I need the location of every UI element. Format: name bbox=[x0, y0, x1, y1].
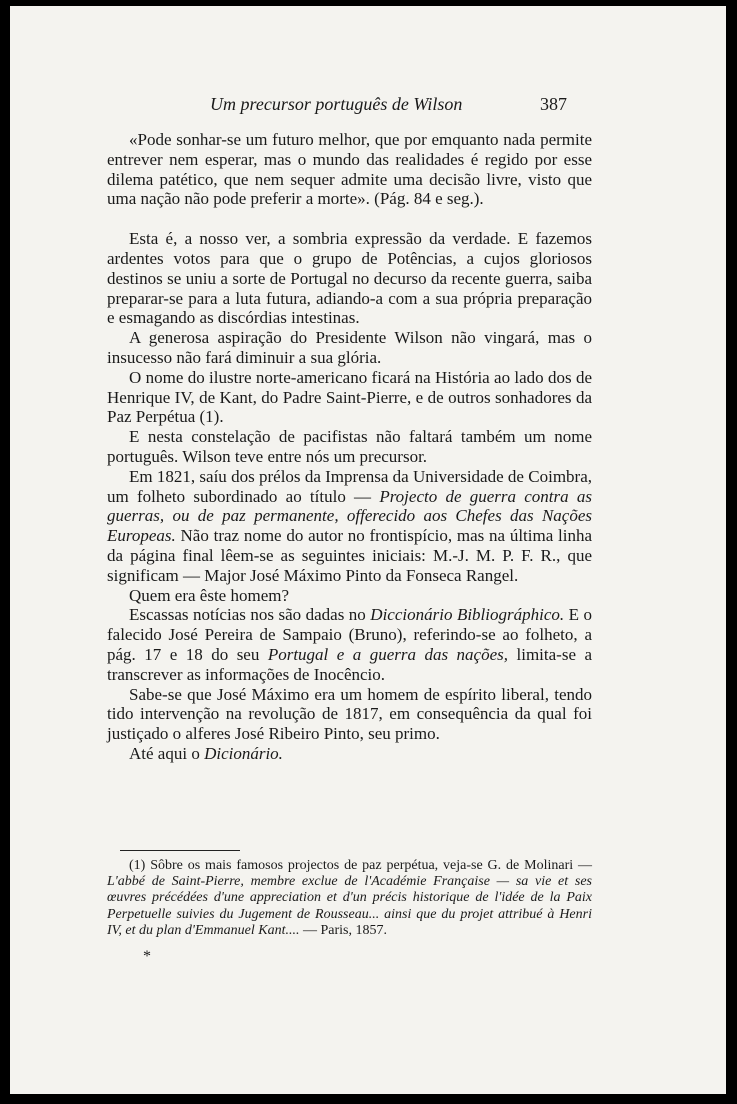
main-text bbox=[107, 130, 592, 764]
text-run: E o falecido José Pereira de Sampaio (Bruno), referindo-se ao folheto, a pág. 17 e 18 do seu bbox=[107, 605, 593, 664]
footnote-text bbox=[107, 858, 592, 939]
paragraph bbox=[107, 467, 592, 586]
paragraph-quote: «Pode sonhar-se um futuro melhor, que por emquanto nada permite entrever nem esperar, mas o mundo das realidades é regido por esse dilema patético, que nem sequer admite uma decisão livre, visto que uma nação não pode preferir a morte». (Pág. 84 e seg.). bbox=[107, 130, 592, 209]
text-run: Não traz nome do autor no frontispício, mas na última linha da página final lêem-se as seguintes iniciais: M.-J. M. P. F. R., que significam — Major José Máximo Pinto da Fonseca Rangel. bbox=[107, 526, 592, 585]
text-run: — Paris, 1857. bbox=[299, 922, 387, 938]
paragraph bbox=[107, 605, 592, 684]
page-number: 387 bbox=[540, 94, 567, 114]
text-run: Até aqui o bbox=[129, 743, 205, 763]
footnote-divider bbox=[120, 850, 240, 851]
text-run: limita-se a transcrever as informações de Inocêncio. bbox=[107, 644, 593, 684]
book-title: Portugal e a guerra das nações, bbox=[267, 644, 509, 664]
signature-mark: * bbox=[143, 948, 151, 965]
paragraph: Sabe-se que José Máximo era um homem de espírito liberal, tendo tido intervenção na revolução de 1817, em consequência da qual foi justiçado o alferes José Ribeiro Pinto, seu primo. bbox=[107, 684, 592, 744]
paragraph: Esta é, a nosso ver, a sombria expressão da verdade. E fazemos ardentes votos para que o grupo de Potências, a cujos gloriosos destinos se uniu a sorte de Portugal no decurso da recente guerra, saiba preparar-se para a luta futura, adiando-a com a sua própria preparação e esmagando as discórdias intestinas. bbox=[107, 229, 592, 328]
footnote bbox=[107, 858, 592, 939]
dictionary-title: Dicionário. bbox=[204, 743, 283, 763]
text-run: Escassas notícias nos são dadas no bbox=[129, 605, 371, 625]
book-page bbox=[10, 6, 726, 1094]
paragraph bbox=[107, 744, 592, 764]
paragraph: E nesta constelação de pacifistas não faltará também um nome português. Wilson teve entre nós um precursor. bbox=[107, 427, 592, 466]
running-title: Um precursor português de Wilson bbox=[210, 94, 463, 114]
running-head bbox=[10, 94, 726, 118]
text-run: Em 1821, saíu dos prélos da Imprensa da Universidade de Coimbra, um folheto subordinado ao título — bbox=[107, 466, 592, 506]
pamphlet-title: Projecto de guerra contra as guerras, ou de paz permanente, offerecido aos Chefes das Nações Europeas. bbox=[107, 486, 593, 546]
paragraph: A generosa aspiração do Presidente Wilson não vingará, mas o insucesso não fará diminuir a sua glória. bbox=[107, 328, 592, 367]
cited-work-title: L'abbé de Saint-Pierre, membre exclue de l'Académie Française — sa vie et ses œuvres précédées d'une appreciation et d'un précis historique de l'idée de la Paix Perpetuelle suivies du Jugement de Rousseau... ainsi que du projet attribué à Henri IV, et du plan d'Emmanuel Kant.... bbox=[107, 874, 592, 938]
dictionary-title: Diccionário Bibliográphico. bbox=[370, 605, 565, 625]
text-run: (1) Sôbre os mais famosos projectos de paz perpétua, veja-se G. de Molinari — bbox=[129, 858, 592, 873]
paragraph: Quem era êste homem? bbox=[129, 585, 290, 605]
paragraph: O nome do ilustre norte-americano ficará na História ao lado dos de Henrique IV, de Kant, do Padre Saint-Pierre, e de outros sonhadores da Paz Perpétua (1). bbox=[107, 367, 592, 427]
